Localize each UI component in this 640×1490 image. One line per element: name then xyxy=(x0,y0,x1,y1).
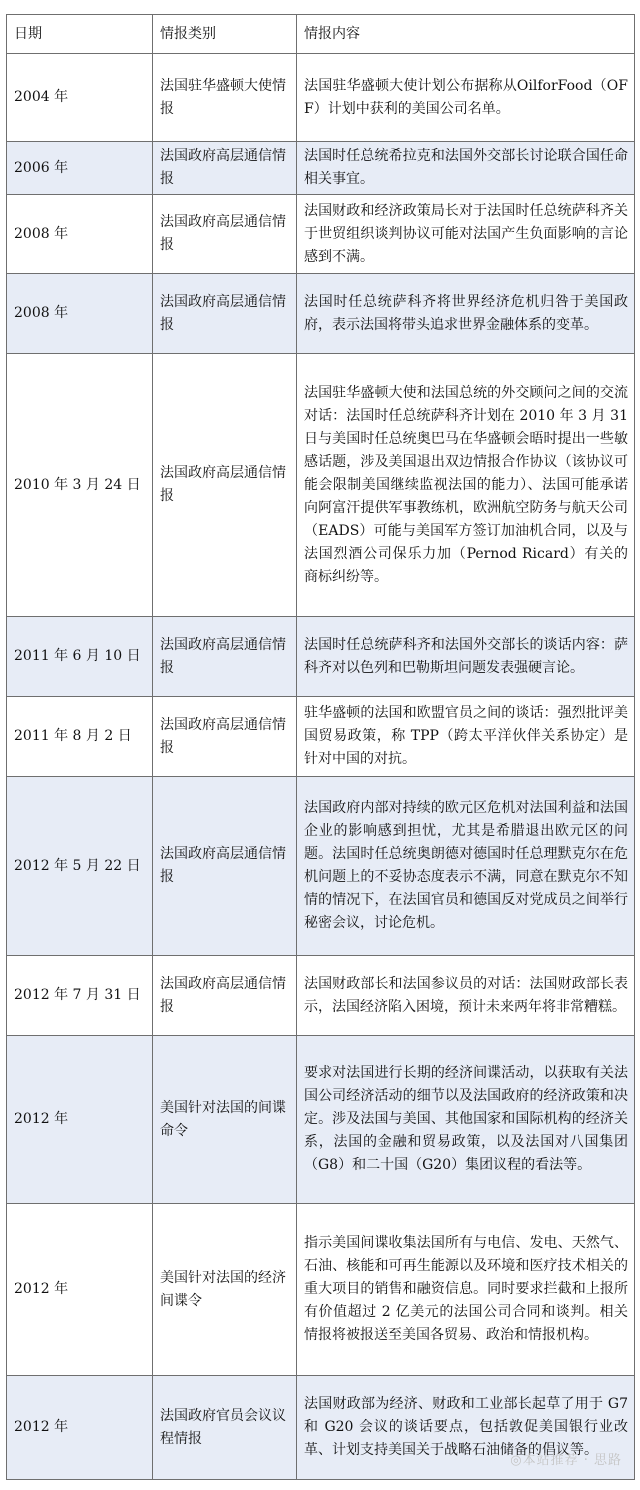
cell-type: 法国政府高层通信情报 xyxy=(153,274,297,354)
table-row xyxy=(7,956,635,1036)
table-row xyxy=(7,697,635,777)
cell-type: 法国驻华盛顿大使情报 xyxy=(153,54,297,142)
cell-type: 法国政府高层通信情报 xyxy=(153,354,297,617)
cell-type: 美国针对法国的间谍命令 xyxy=(153,1036,297,1204)
cell-type: 法国政府高层通信情报 xyxy=(153,956,297,1036)
cell-type: 法国政府高层通信情报 xyxy=(153,142,297,195)
table-row xyxy=(7,354,635,617)
table-row xyxy=(7,1204,635,1376)
table-row xyxy=(7,54,635,142)
cell-date: 2012 年 xyxy=(7,1036,153,1204)
cell-content: 指示美国间谍收集法国所有与电信、发电、天然气、石油、核能和可再生能源以及环境和医疗技术相关的重大项目的销售和融资信息。同时要求拦截和上报所有价值超过 2 亿美元的法国公司合同和谈判。相关情报将被报送至美国各贸易、政治和情报机构。 xyxy=(297,1204,635,1376)
cell-date: 2011 年 8 月 2 日 xyxy=(7,697,153,777)
cell-type: 法国政府高层通信情报 xyxy=(153,195,297,274)
table-row xyxy=(7,274,635,354)
cell-type: 法国政府高层通信情报 xyxy=(153,697,297,777)
cell-content: 法国财政部长和法国参议员的对话：法国财政部长表示，法国经济陷入困境，预计未来两年将非常糟糕。 xyxy=(297,956,635,1036)
cell-content: 法国时任总统希拉克和法国外交部长讨论联合国任命相关事宜。 xyxy=(297,142,635,195)
cell-date: 2012 年 5 月 22 日 xyxy=(7,777,153,956)
table-row xyxy=(7,142,635,195)
cell-content: 法国时任总统萨科齐将世界经济危机归咎于美国政府，表示法国将带头追求世界金融体系的变革。 xyxy=(297,274,635,354)
cell-content: 法国时任总统萨科齐和法国外交部长的谈话内容：萨科齐对以色列和巴勒斯坦问题发表强硬言论。 xyxy=(297,617,635,697)
cell-date: 2008 年 xyxy=(7,195,153,274)
table-row xyxy=(7,617,635,697)
cell-date: 2006 年 xyxy=(7,142,153,195)
cell-date: 2004 年 xyxy=(7,54,153,142)
cell-content: 要求对法国进行长期的经济间谍活动，以获取有关法国公司经济活动的细节以及法国政府的经济政策和决定。涉及法国与美国、其他国家和国际机构的经济关系，法国的金融和贸易政策，以及法国对八国集团（G8）和二十国（G20）集团议程的看法等。 xyxy=(297,1036,635,1204)
cell-content: 驻华盛顿的法国和欧盟官员之间的谈话：强烈批评美国贸易政策，称 TPP（跨太平洋伙伴关系协定）是针对中国的对抗。 xyxy=(297,697,635,777)
cell-date: 2012 年 xyxy=(7,1376,153,1480)
cell-content: 法国财政和经济政策局长对于法国时任总统萨科齐关于世贸组织谈判协议可能对法国产生负面影响的言论感到不满。 xyxy=(297,195,635,274)
table-row xyxy=(7,777,635,956)
cell-type: 法国政府高层通信情报 xyxy=(153,617,297,697)
cell-content: 法国驻华盛顿大使和法国总统的外交顾问之间的交流对话：法国时任总统萨科齐计划在 2010 年 3 月 31 日与美国时任总统奥巴马在华盛顿会晤时提出一些敏感话题，涉及美国退出双边情报合作协议（该协议可能会限制美国继续监视法国的能力）、法国可能承诺向阿富汗提供军事教练机，欧洲航空防务与航天公司（EADS）可能与美国军方签订加油机合同，以及与法国烈酒公司保乐力加（Pernod Ricard）有关的商标纠纷等。 xyxy=(297,354,635,617)
table-row xyxy=(7,1036,635,1204)
table-header-row xyxy=(7,15,635,54)
cell-date: 2010 年 3 月 24 日 xyxy=(7,354,153,617)
cell-content: 法国驻华盛顿大使计划公布据称从OilforFood（OFF）计划中获利的美国公司名单。 xyxy=(297,54,635,142)
cell-date: 2008 年 xyxy=(7,274,153,354)
header-content: 情报内容 xyxy=(297,15,635,54)
cell-date: 2012 年 7 月 31 日 xyxy=(7,956,153,1036)
cell-date: 2012 年 xyxy=(7,1204,153,1376)
header-type: 情报类别 xyxy=(153,15,297,54)
cell-type: 法国政府官员会议议程情报 xyxy=(153,1376,297,1480)
cell-type: 美国针对法国的经济间谍令 xyxy=(153,1204,297,1376)
intelligence-table xyxy=(6,14,635,1480)
cell-content: 法国财政部为经济、财政和工业部长起草了用于 G7 和 G20 会议的谈话要点，包括敦促美国银行业改革、计划支持美国关于战略石油储备的倡议等。 xyxy=(297,1376,635,1480)
watermark: ◎本站推荐 · 思路 xyxy=(510,1453,622,1468)
header-date: 日期 xyxy=(7,15,153,54)
table-row xyxy=(7,195,635,274)
cell-content: 法国政府内部对持续的欧元区危机对法国利益和法国企业的影响感到担忧，尤其是希腊退出欧元区的问题。法国时任总统奥朗德对德国时任总理默克尔在危机问题上的不妥协态度表示不满，同意在默克尔不知情的情况下，在法国官员和德国反对党成员之间举行秘密会议，讨论危机。 xyxy=(297,777,635,956)
cell-date: 2011 年 6 月 10 日 xyxy=(7,617,153,697)
cell-type: 法国政府高层通信情报 xyxy=(153,777,297,956)
